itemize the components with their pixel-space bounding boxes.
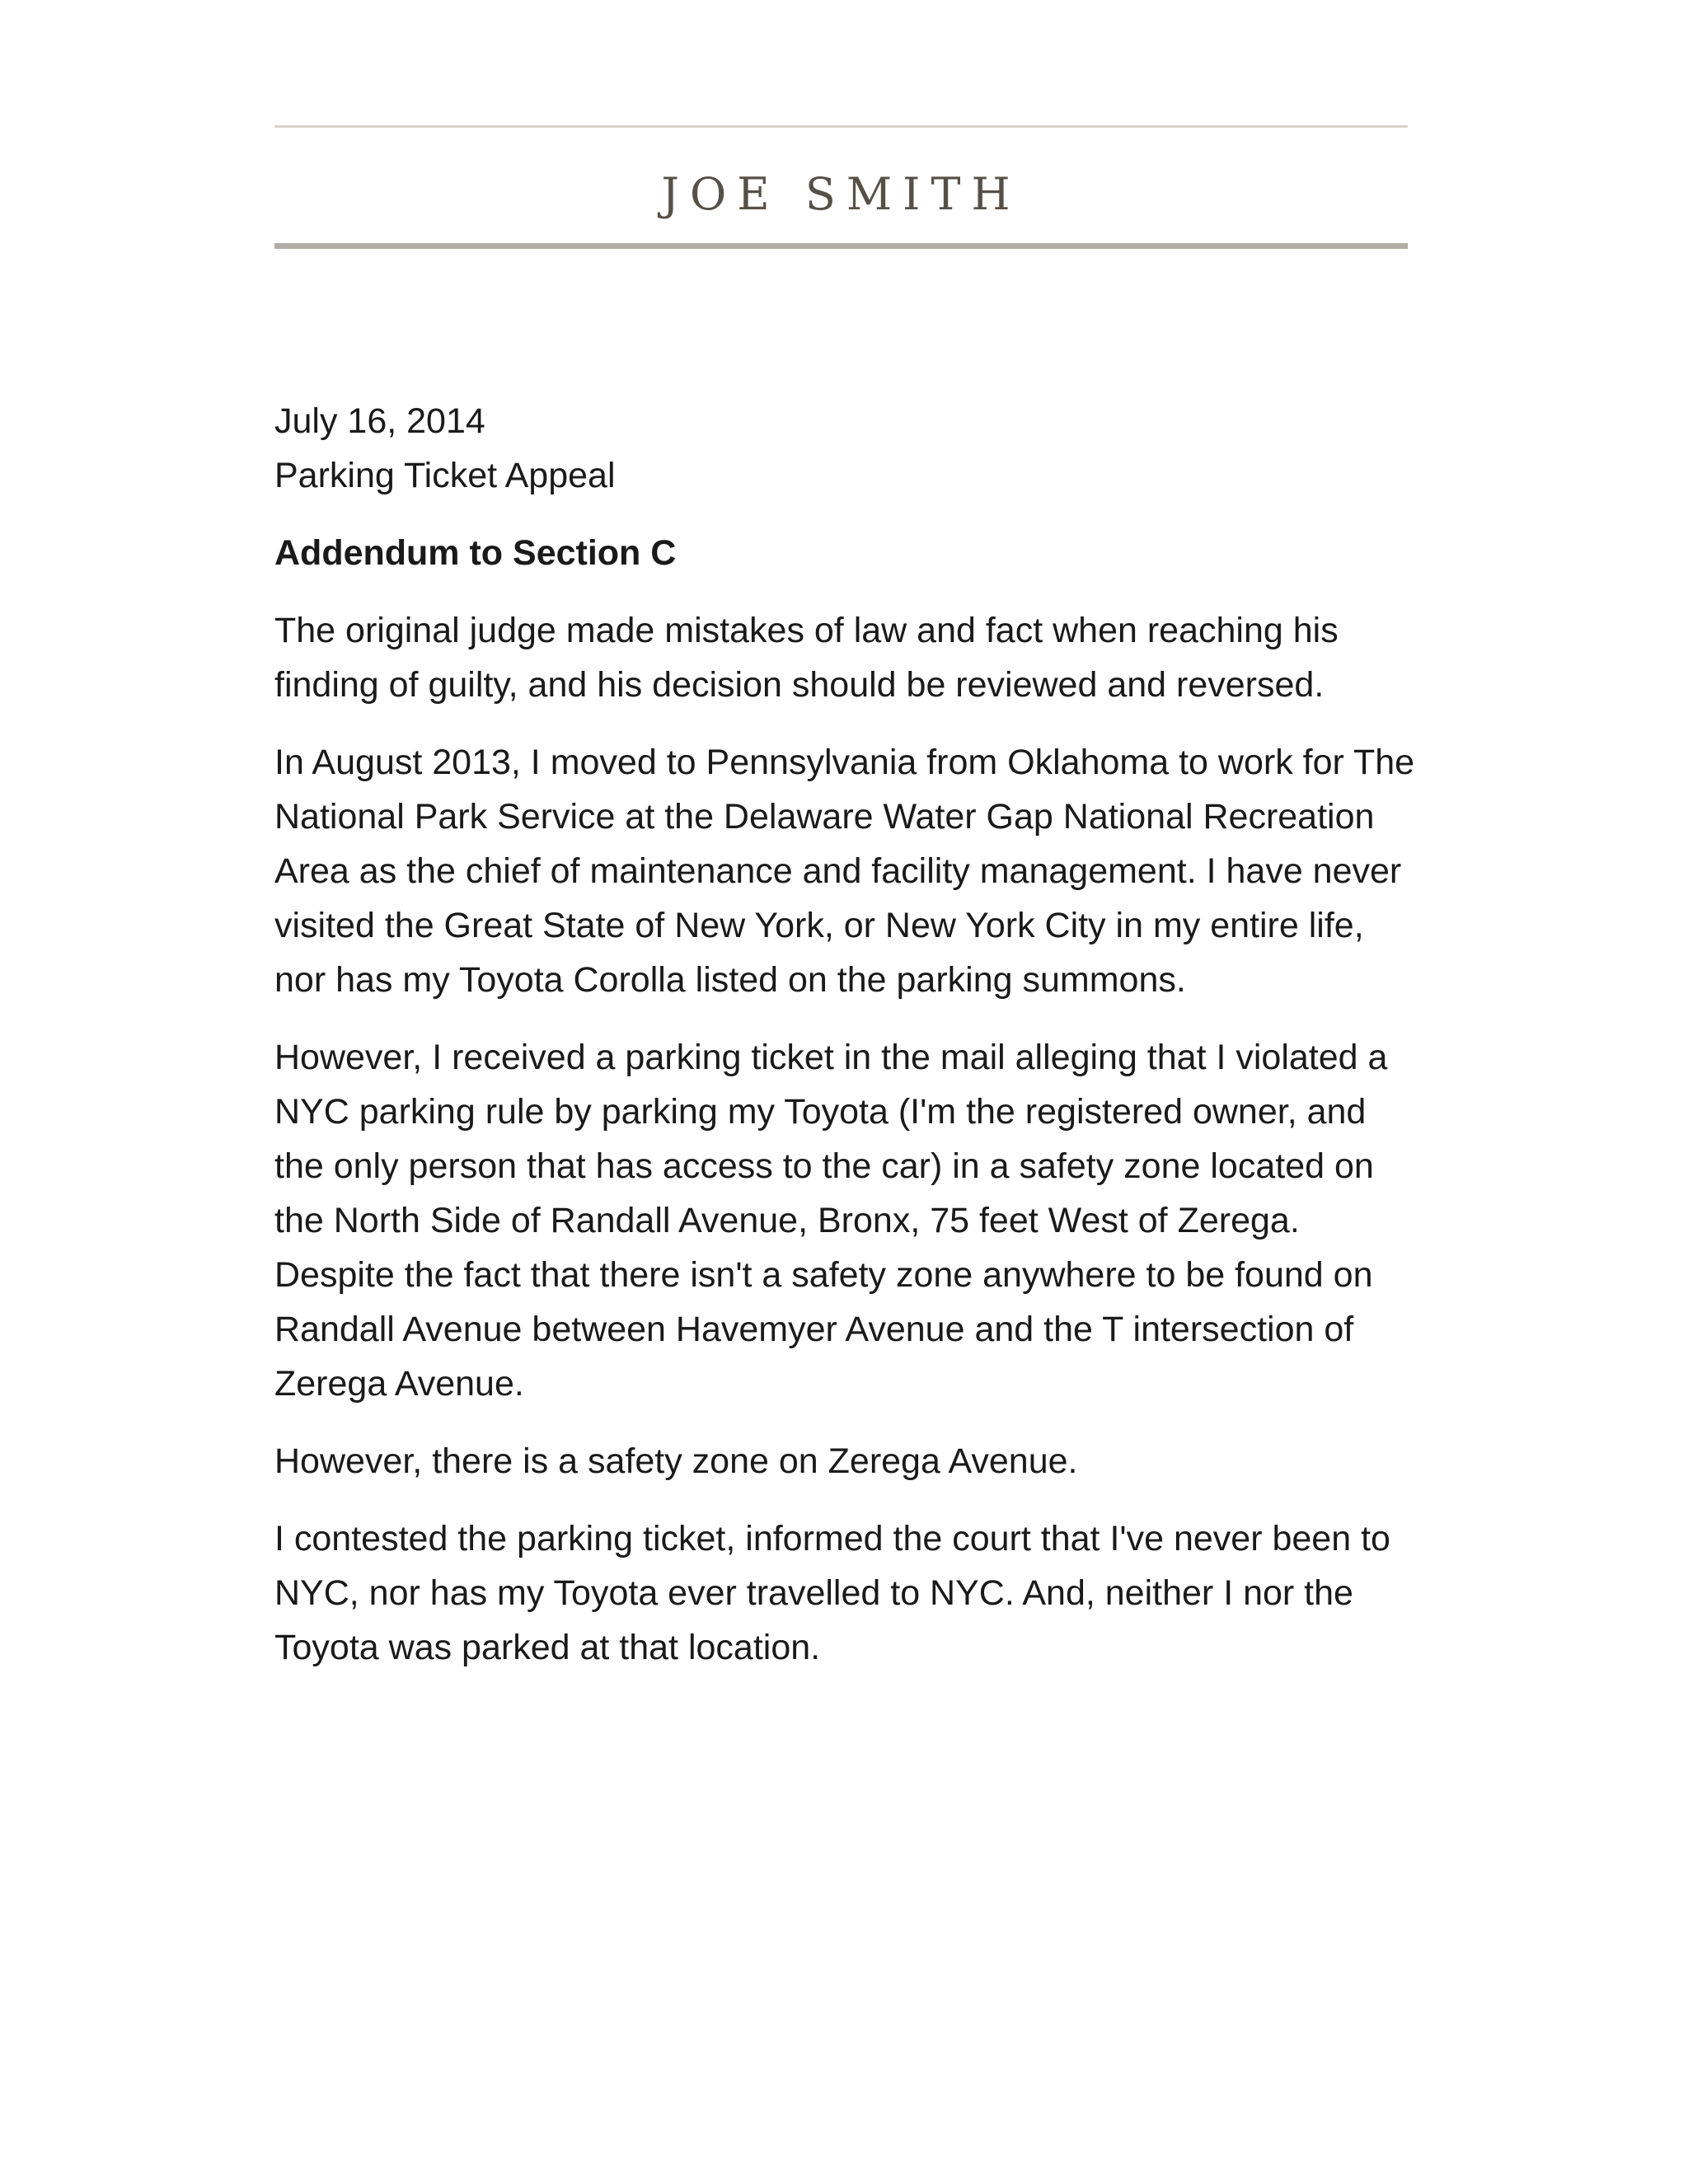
section-heading: Addendum to Section C bbox=[274, 533, 677, 573]
paragraph-5: I contested the parking ticket, informed the court that I've never been to NYC, nor has my Toyota ever travelled to NYC. And, neither I nor the Toyota was parked at that location. bbox=[274, 1519, 1390, 1667]
letter-subject: Parking Ticket Appeal bbox=[274, 456, 616, 495]
paragraph-1: The original judge made mistakes of law and fact when reaching his finding of guilty, and his decision should be reviewed and reversed. bbox=[274, 611, 1339, 705]
paragraph-3: However, I received a parking ticket in the mail alleging that I violated a NYC parking rule by parking my Toyota (I'm the registered owner, and the only person that has access to the car) in a safety zone located on the North Side of Randall Avenue, Bronx, 75 feet West of Zerega. Despite the fact that there isn't a safety zone anywhere to be found on Randall Avenue between Havemyer Avenue and the T intersection of Zerega Avenue. bbox=[274, 1038, 1388, 1404]
letterhead-bottom-rule bbox=[274, 243, 1408, 249]
letter-date: July 16, 2014 bbox=[274, 401, 485, 441]
paragraph-2: In August 2013, I moved to Pennsylvania from Oklahoma to work for The National Park Service at the Delaware Water Gap National Recreation Area as the chief of maintenance and facility management. I have never visited the Great State of New York, or New York City in my entire life, nor has my Toyota Corolla listed on the parking summons. bbox=[274, 743, 1415, 1000]
letter-body bbox=[274, 394, 1420, 1675]
paragraph-4: However, there is a safety zone on Zerega Avenue. bbox=[274, 1441, 1078, 1481]
sender-name: JOE SMITH bbox=[661, 168, 1021, 220]
letterhead-top-rule bbox=[274, 125, 1408, 128]
letterhead bbox=[274, 125, 1408, 249]
